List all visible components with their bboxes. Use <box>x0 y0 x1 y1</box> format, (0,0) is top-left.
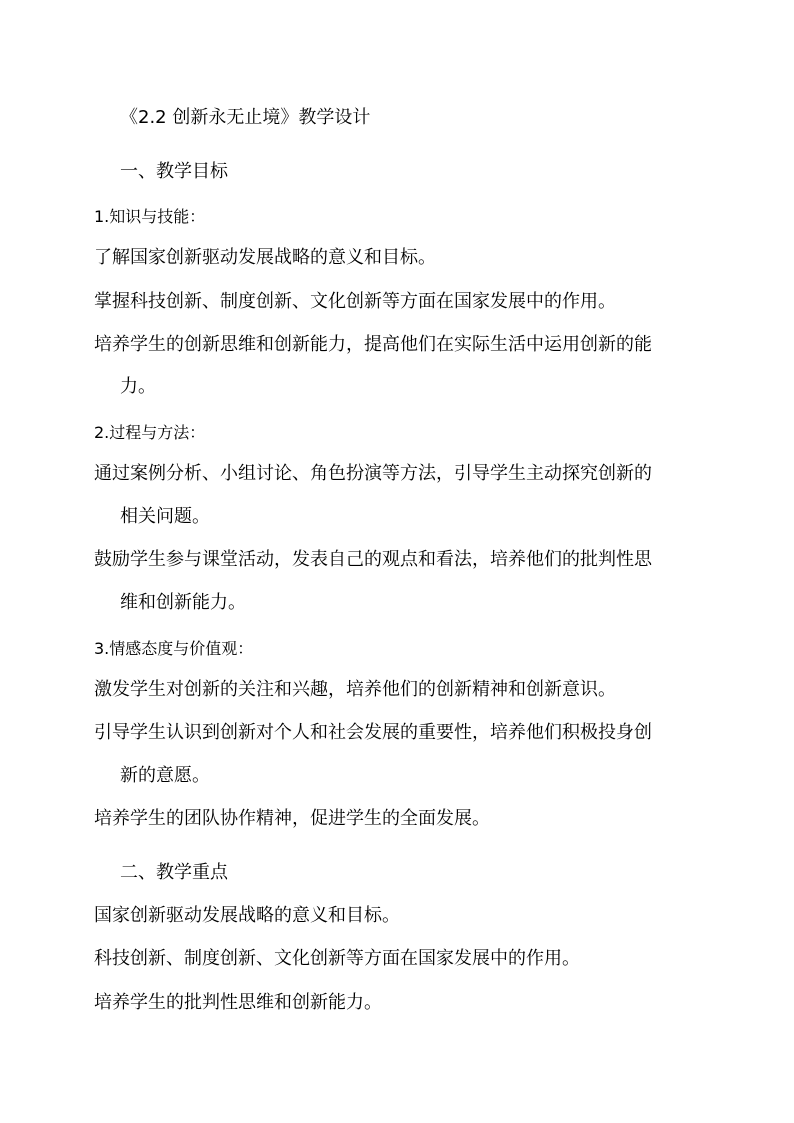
paragraph-line: 培养学生的批判性思维和创新能力。 <box>94 992 382 1013</box>
section-heading-objectives: 一、教学目标 <box>120 161 228 182</box>
paragraph-line: 激发学生对创新的关注和兴趣，培养他们的创新精神和创新意识。 <box>94 679 616 700</box>
paragraph-line: 掌握科技创新、制度创新、文化创新等方面在国家发展中的作用。 <box>94 291 616 312</box>
paragraph-line: 鼓励学生参与课堂活动，发表自己的观点和看法，培养他们的批判性思 <box>94 549 652 570</box>
paragraph-line: 科技创新、制度创新、文化创新等方面在国家发展中的作用。 <box>94 948 580 969</box>
subheading-process-methods: 2.过程与方法： <box>94 423 206 442</box>
paragraph-line: 培养学生的团队协作精神，促进学生的全面发展。 <box>94 808 490 829</box>
paragraph-line: 了解国家创新驱动发展战略的意义和目标。 <box>94 247 436 268</box>
paragraph-line-continuation: 力。 <box>120 376 156 397</box>
paragraph-line-continuation: 维和创新能力。 <box>120 592 246 613</box>
paragraph-line: 通过案例分析、小组讨论、角色扮演等方法，引导学生主动探究创新的 <box>94 463 652 484</box>
paragraph-line: 国家创新驱动发展战略的意义和目标。 <box>94 905 400 926</box>
document-title: 《2.2 创新永无止境》教学设计 <box>120 107 371 128</box>
paragraph-line: 引导学生认识到创新对个人和社会发展的重要性，培养他们积极投身创 <box>94 722 652 743</box>
subheading-emotion-values: 3.情感态度与价值观： <box>94 639 254 658</box>
subheading-knowledge-skills: 1.知识与技能： <box>94 207 206 226</box>
section-heading-key-points: 二、教学重点 <box>120 862 228 883</box>
paragraph-line-continuation: 新的意愿。 <box>120 765 210 786</box>
paragraph-line-continuation: 相关问题。 <box>120 506 210 527</box>
paragraph-line: 培养学生的创新思维和创新能力，提高他们在实际生活中运用创新的能 <box>94 334 652 355</box>
